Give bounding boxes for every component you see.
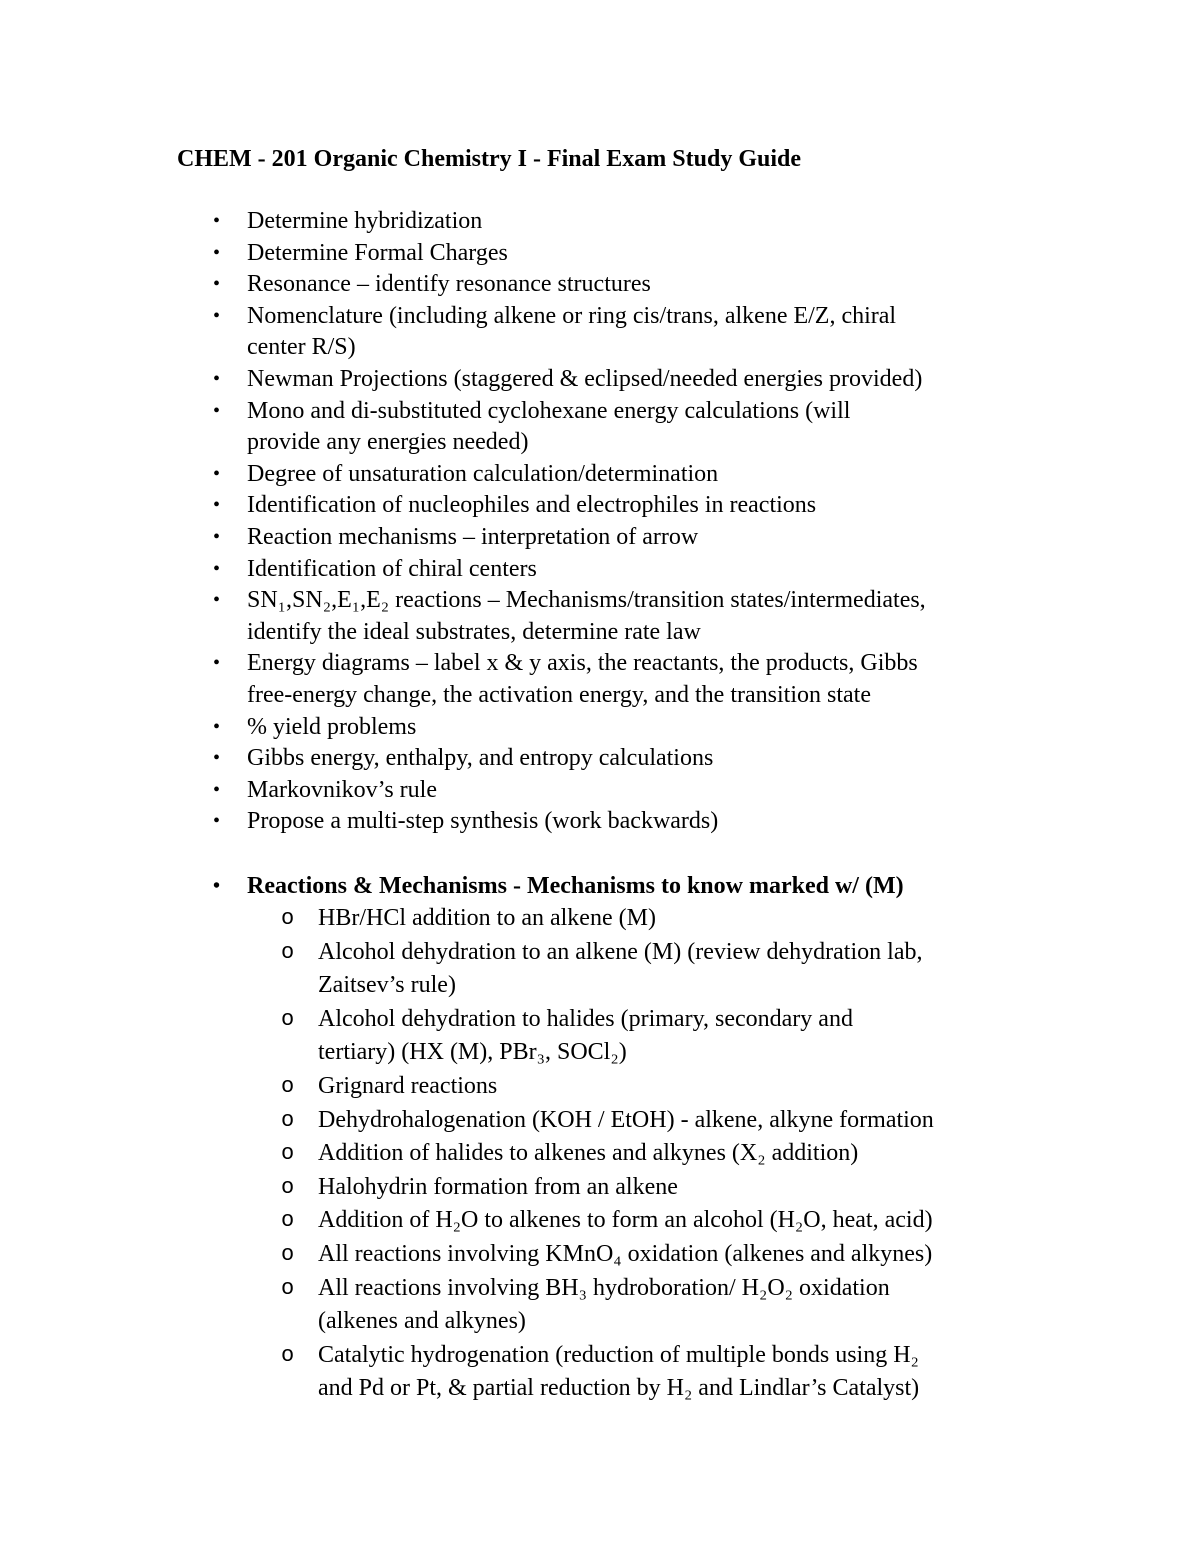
bullet-marker: • (213, 241, 221, 264)
sub-bullet-marker: o (281, 1275, 295, 1301)
reaction-line: Addition of halides to alkenes and alkynes (X₂ addition) (318, 1140, 859, 1167)
topic-line: Energy diagrams – label x & y axis, the reactants, the products, Gibbs (247, 650, 918, 677)
bullet-marker: • (213, 273, 221, 296)
reaction-line: (alkenes and alkynes) (318, 1308, 526, 1335)
reaction-item (281, 1339, 920, 1406)
topic-item (213, 712, 417, 744)
sub-bullet-marker: o (281, 1074, 295, 1099)
topic-line: identify the ideal substrates, determine rate law (247, 618, 701, 645)
topic-line: % yield problems (247, 713, 417, 740)
sub-bullet-marker: o (281, 1107, 295, 1133)
bullet-marker: • (213, 210, 221, 232)
reaction-line: All reactions involving KMnO₄ oxidation (alkenes and alkynes) (318, 1241, 933, 1267)
topic-item (213, 648, 918, 711)
topic-item (213, 554, 537, 586)
page-title: CHEM - 201 Organic Chemistry I - Final Exam Study Guide (177, 146, 802, 172)
reactions-heading: Reactions & Mechanisms - Mechanisms to know marked w/ (M) (247, 873, 904, 899)
reaction-line: Grignard reactions (318, 1073, 498, 1099)
topic-item (213, 364, 923, 396)
topic-item (213, 206, 483, 238)
topic-item (213, 396, 851, 459)
topic-line: Degree of unsaturation calculation/determination (247, 460, 719, 487)
reaction-item (281, 1137, 859, 1171)
bullet-marker: • (213, 810, 221, 833)
sub-bullet-marker: o (281, 1006, 295, 1032)
topic-item (213, 585, 926, 648)
sub-bullet-marker: o (281, 906, 295, 931)
topic-item (213, 269, 651, 301)
reaction-item (281, 1003, 853, 1070)
reaction-line: Alcohol dehydration to an alkene (M) (review dehydration lab, (318, 938, 923, 965)
reactions-heading-item (213, 871, 904, 903)
bullet-marker: • (213, 652, 221, 675)
reaction-item (281, 1070, 498, 1104)
reaction-line: Catalytic hydrogenation (reduction of multiple bonds using H₂ (318, 1341, 919, 1368)
bullet-marker: • (213, 715, 221, 738)
reaction-item (281, 1272, 890, 1339)
topic-line: Gibbs energy, enthalpy, and entropy calculations (247, 745, 714, 772)
reaction-item (281, 1171, 678, 1205)
reaction-line: All reactions involving BH₃ hydroboration/ H₂O₂ oxidation (318, 1274, 890, 1301)
topic-line: Identification of nucleophiles and electrophiles in reactions (247, 492, 817, 519)
topic-item (213, 522, 699, 554)
bullet-marker: • (213, 368, 221, 390)
reaction-line: Zaitsev’s rule) (318, 972, 456, 999)
reaction-line: and Pd or Pt, & partial reduction by H₂ and Lindlar’s Catalyst) (318, 1375, 920, 1402)
reaction-line: Alcohol dehydration to halides (primary, secondary and (318, 1005, 853, 1032)
bullet-marker: • (213, 494, 221, 517)
reaction-line: Dehydrohalogenation (KOH / EtOH) - alkene, alkyne formation (318, 1106, 934, 1133)
bullet-marker: • (213, 589, 221, 612)
topic-line: Determine Formal Charges (247, 239, 508, 266)
topic-line: SN₁,SN₂,E₁,E₂ reactions – Mechanisms/transition states/intermediates, (247, 587, 926, 614)
topic-item (213, 459, 719, 491)
bullet-marker: • (213, 557, 221, 580)
reaction-item (281, 1104, 934, 1138)
reaction-line: HBr/HCl addition to an alkene (M) (318, 905, 656, 931)
sub-bullet-marker: o (281, 1342, 295, 1368)
topic-line: Newman Projections (staggered & eclipsed/needed energies provided) (247, 366, 923, 392)
sub-bullet-marker: o (281, 1174, 295, 1200)
topic-line: Reaction mechanisms – interpretation of arrow (247, 524, 699, 550)
topic-item (213, 490, 817, 522)
bullet-marker: • (213, 399, 221, 422)
topic-line: provide any energies needed) (247, 429, 529, 456)
topic-line: Propose a multi-step synthesis (work backwards) (247, 808, 719, 835)
reaction-item (281, 1204, 933, 1238)
topic-line: center R/S) (247, 334, 356, 361)
topic-line: Determine hybridization (247, 208, 483, 234)
reaction-line: tertiary) (HX (M), PBr₃, SOCl₂) (318, 1039, 627, 1066)
topic-line: Resonance – identify resonance structures (247, 271, 651, 298)
reaction-item (281, 936, 923, 1003)
topic-item (213, 806, 719, 838)
topic-line: Mono and di-substituted cyclohexane energy calculations (will (247, 397, 851, 424)
topic-item (213, 743, 714, 775)
topic-line: free-energy change, the activation energy, and the transition state (247, 681, 871, 708)
bullet-marker: • (213, 875, 221, 897)
topic-line: Nomenclature (including alkene or ring cis/trans, alkene E/Z, chiral (247, 302, 897, 329)
sub-bullet-marker: o (281, 1141, 295, 1167)
topic-line: Identification of chiral centers (247, 555, 537, 582)
topic-item (213, 301, 897, 364)
bullet-marker: • (213, 304, 221, 327)
sub-bullet-marker: o (281, 1208, 295, 1234)
bullet-marker: • (213, 778, 221, 801)
topic-line: Markovnikov’s rule (247, 776, 437, 803)
sub-bullet-marker: o (281, 1242, 295, 1267)
bullet-marker: • (213, 462, 221, 485)
topic-item (213, 238, 508, 270)
bullet-marker: • (213, 747, 221, 770)
reaction-line: Halohydrin formation from an alkene (318, 1173, 678, 1200)
sub-bullet-marker: o (281, 939, 295, 965)
reaction-item (281, 902, 656, 936)
reaction-item (281, 1238, 933, 1272)
topic-item (213, 775, 437, 807)
bullet-marker: • (213, 526, 221, 548)
reaction-line: Addition of H₂O to alkenes to form an alcohol (H₂O, heat, acid) (318, 1207, 933, 1234)
